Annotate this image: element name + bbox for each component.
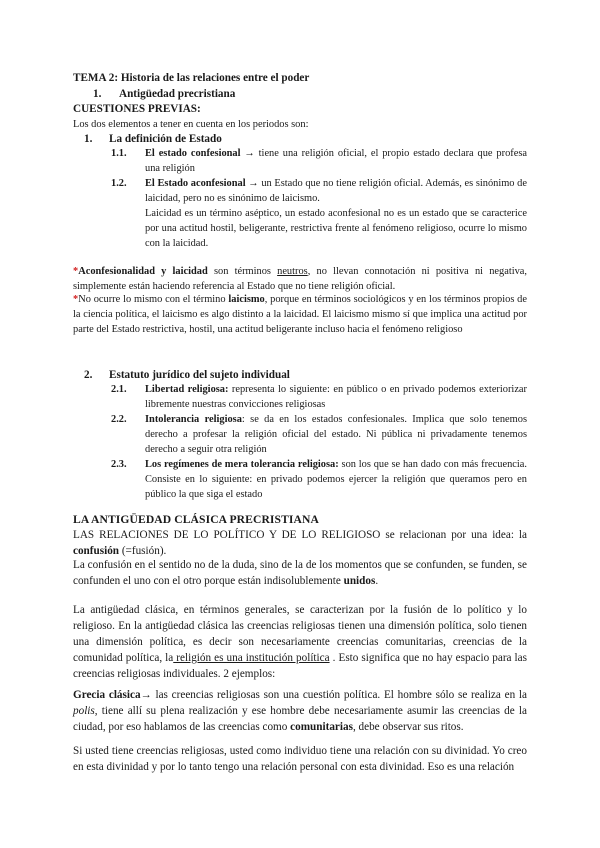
grecia-text-a: → las creencias religiosas son una cuestión política. El hombre sólo se realiza en la bbox=[140, 689, 527, 701]
grecia-clasica-term: Grecia clásica bbox=[73, 689, 141, 701]
note-1-text-a: son términos bbox=[207, 266, 278, 277]
mera-tolerancia-definition: son los que se han dado con más frecuencia. Consiste en lo siguiente: en privado podemos ejercer la religión que queramos pero en público la que siga el estado bbox=[145, 459, 527, 500]
confusion-text: La confusión en el sentido no de la duda, sino de la de los momentos que se confunden, se funden, se confunden el uno con el otro porque están indisolublemente bbox=[73, 559, 527, 587]
estado-aconfesional-definition: → un Estado que no tiene religión oficial. Además, es sinónimo de laicidad, pero no es sinónimo de laicismo. bbox=[145, 178, 527, 204]
list-item-1-2-number: 1.2. bbox=[111, 178, 127, 189]
list-item-1-1-text bbox=[145, 146, 527, 176]
list-item-2-2-text bbox=[145, 412, 527, 457]
list-item-2-2-number: 2.2. bbox=[111, 414, 127, 425]
confusion-paragraph bbox=[73, 557, 527, 589]
list-item-2-1 bbox=[73, 382, 527, 412]
grecia-text-b: , tiene allí su plena realización y ese hombre debe necesariamente asumir las creencias de la ciudad, por eso hablamos de las creencias como bbox=[73, 705, 527, 733]
unidos-term: unidos bbox=[343, 575, 376, 587]
list-item-2-3-text bbox=[145, 457, 527, 502]
note-aconfesionalidad bbox=[73, 264, 527, 294]
list-item-2-2 bbox=[73, 412, 527, 457]
note-1-underlined: neutros bbox=[277, 266, 308, 277]
libertad-religiosa-term: Libertad religiosa: bbox=[145, 384, 229, 395]
list-item-1-2-text bbox=[145, 176, 527, 206]
laicidad-explanation: Laicidad es un término aséptico, un estado aconfesional no es un estado que se caracterice por una actitud hostil, beligerante, restrictiva frente al fenómeno religioso, ocurre lo mismo con la laicidad. bbox=[145, 208, 527, 249]
definicion-number: 1. bbox=[84, 133, 93, 145]
estado-aconfesional-term: El Estado aconfesional bbox=[145, 178, 246, 189]
antiguedad-end: . Esto significa que no hay espacio para las creencias religiosas individuales. 2 ejemplos: bbox=[73, 652, 527, 680]
list-item-2-1-number: 2.1. bbox=[111, 384, 127, 395]
note-2-text-b: , porque en términos sociológicos y en los términos propios de la ciencia política, el laicismo es algo distinto a la laicidad. El laicismo mismo sí que implica una actitud por parte del Estado restrictiva, hostil, una actitud beligerante incluso hacia el fenómeno religioso bbox=[73, 294, 527, 335]
confusion-end: . bbox=[375, 575, 379, 587]
estado-confesional-term: El estado confesional bbox=[145, 148, 241, 159]
comunitarias-term: comunitarias bbox=[290, 721, 353, 733]
libertad-religiosa-definition: representa lo siguiente: en público o en privado podemos exteriorizar libremente nuestras convicciones religiosas bbox=[145, 384, 527, 410]
cuestiones-previas-heading: CUESTIONES PREVIAS: bbox=[73, 103, 201, 115]
intolerancia-religiosa-term: Intolerancia religiosa bbox=[145, 414, 242, 425]
intolerancia-religiosa-definition: : se da en los estados confesionales. Implica que solo tenemos derecho a profesar la religión oficial del estado. Ni pública ni privadamente tenemos derecho a seguir otra religión bbox=[145, 414, 527, 455]
list-item-1-2 bbox=[73, 176, 527, 251]
note-2-bold-term: laicismo bbox=[228, 294, 265, 305]
list-item-2-3-number: 2.3. bbox=[111, 459, 127, 470]
relaciones-caps: LAS RELACIONES DE LO POLÍTICO Y DE LO RELIGIOSO bbox=[73, 529, 381, 541]
relaciones-paragraph bbox=[73, 527, 527, 559]
section-1-number: 1. bbox=[93, 88, 102, 100]
note-2-asterisk: * bbox=[73, 294, 79, 305]
confusion-term: confusión bbox=[73, 545, 120, 557]
section-1-title: Antigüedad precristiana bbox=[119, 88, 236, 100]
grecia-end: , debe observar sus ritos. bbox=[352, 721, 464, 733]
grecia-paragraph bbox=[73, 687, 527, 735]
estatuto-title: Estatuto jurídico del sujeto individual bbox=[109, 369, 290, 381]
list-item-1-1-number: 1.1. bbox=[111, 148, 127, 159]
list-item-2-1-text bbox=[145, 382, 527, 412]
estado-confesional-definition: → tiene una religión oficial, el propio estado declara que profesa una religión bbox=[145, 148, 527, 174]
note-1-text-b: , no llevan connotación ni positiva ni negativa, simplemente están haciendo referencia al Estado que no tiene religión oficial. bbox=[73, 266, 528, 292]
note-2-text-a: No ocurre lo mismo con el término bbox=[78, 294, 229, 305]
mera-tolerancia-term: Los regímenes de mera tolerancia religiosa: bbox=[145, 459, 339, 470]
relaciones-text: se relacionan por una idea: la bbox=[380, 529, 527, 541]
polis-italic: polis bbox=[73, 705, 95, 717]
relaciones-end: (=fusión). bbox=[119, 545, 167, 557]
list-item-2-3 bbox=[73, 457, 527, 502]
intro-text: Los dos elementos a tener en cuenta en los periodos son: bbox=[73, 119, 309, 130]
estatuto-number: 2. bbox=[84, 369, 93, 381]
document-title: TEMA 2: Historia de las relaciones entre el poder bbox=[73, 72, 310, 84]
note-laicismo bbox=[73, 292, 527, 337]
note-1-bold-term: Aconfesionalidad y laicidad bbox=[78, 266, 208, 277]
religion-institucion-underlined: religión es una institución política bbox=[173, 652, 330, 664]
antiguedad-clasica-heading: LA ANTIGÜEDAD CLÁSICA PRECRISTIANA bbox=[73, 513, 319, 526]
definicion-title: La definición de Estado bbox=[109, 133, 222, 145]
note-1-asterisk: * bbox=[73, 266, 79, 277]
creencias-paragraph: Si usted tiene creencias religiosas, usted como individuo tiene una relación con su divinidad. Yo creo en esta divinidad y por lo tanto tengo una relación personal con esta divinidad. Eso es una relación bbox=[73, 745, 527, 773]
list-item-1-1 bbox=[73, 146, 527, 176]
antiguedad-paragraph bbox=[73, 602, 527, 682]
antiguedad-text: La antigüedad clásica, en términos generales, se caracterizan por la fusión de lo político y lo religioso. En la antigüedad clásica las creencias religiosas tienen una dimensión política, solo tienen una dimensión política, es decir son necesariamente creencias comunitarias, creencias de la comunidad política, la bbox=[73, 604, 527, 664]
